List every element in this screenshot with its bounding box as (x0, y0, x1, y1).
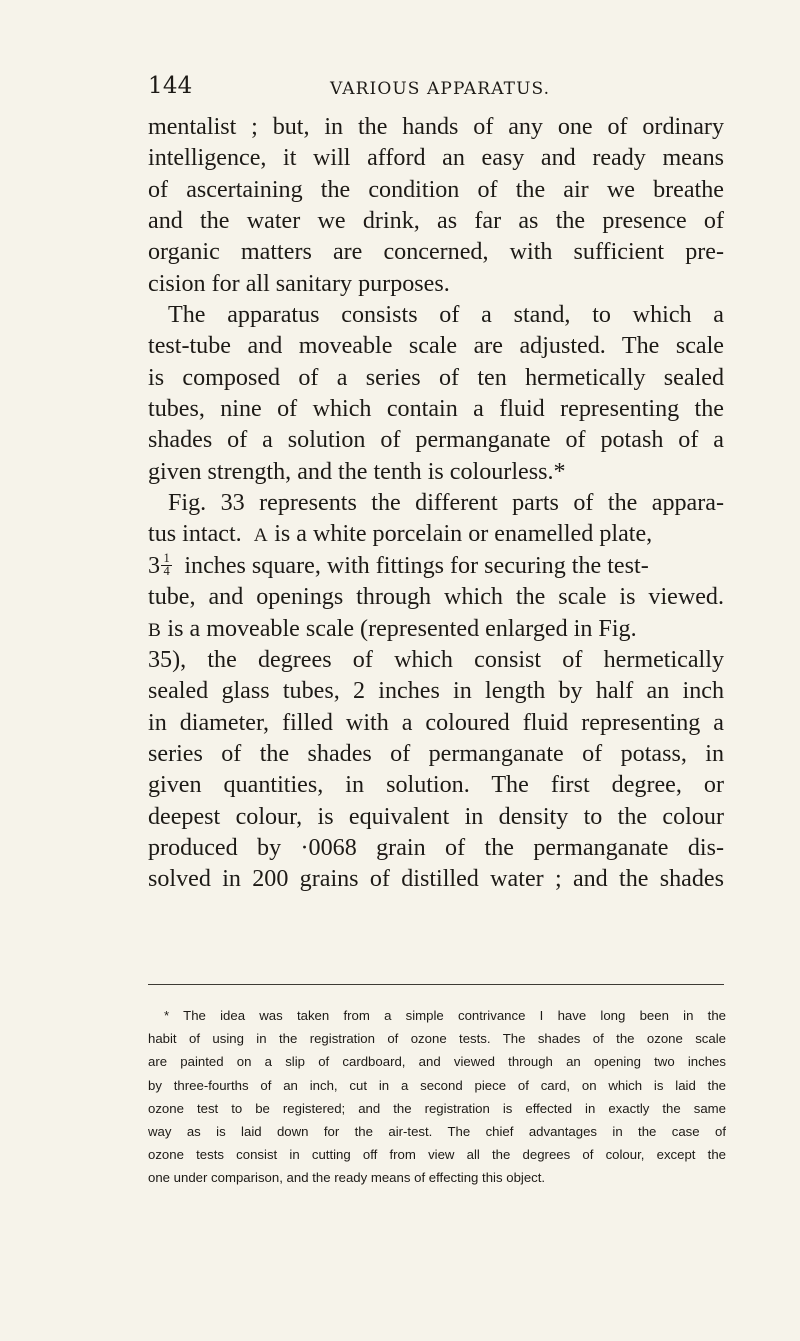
footnote-line: * The idea was taken from a simple contrivance I have long been in the (164, 1008, 726, 1023)
page-number: 144 (148, 73, 193, 99)
body-line: and the water we drink, as far as the presence of (148, 208, 724, 235)
footnote-line: by three-fourths of an inch, cut in a second piece of card, on which is laid the (148, 1077, 726, 1093)
footnote-line: one under comparison, and the ready means of effecting this object. (148, 1170, 546, 1186)
footnote-line: way as is laid down for the air-test. The chief advantages in the case of (148, 1123, 726, 1139)
body-line: produced by ·0068 grain of the permanganate dis- (148, 834, 724, 861)
fraction-numerator: 1 (161, 553, 172, 565)
body-line: tube, and openings through which the scale is viewed. (148, 584, 724, 611)
body-line: organic matters are concerned, with sufficient pre- (148, 239, 724, 266)
footnote-line: habit of using in the registration of ozone tests. The shades of the ozone scale (148, 1031, 726, 1047)
body-line: shades of a solution of permanganate of potash of a (148, 427, 724, 454)
body-line: tubes, nine of which contain a fluid representing the (148, 396, 724, 423)
body-line: 35), the degrees of which consist of hermetically (148, 646, 724, 673)
body-line: cision for all sanitary purposes. (148, 270, 450, 297)
body-line: deepest colour, is equivalent in density to the colour (148, 803, 724, 830)
body-line: in diameter, filled with a coloured fluid representing a (148, 709, 724, 736)
body-line-with-fraction (148, 551, 724, 582)
running-title: VARIOUS APPARATUS. (330, 79, 551, 99)
footnote-divider (148, 984, 724, 985)
body-line: test-tube and moveable scale are adjusted. The scale (148, 333, 724, 360)
body-text (148, 112, 724, 896)
body-line: given quantities, in solution. The first degree, or (148, 772, 724, 799)
line-text: tus intact. (148, 521, 242, 548)
measure-whole: 3 (148, 552, 161, 579)
body-line: sealed glass tubes, 2 inches in length by half an inch (148, 678, 724, 705)
body-line: of ascertaining the condition of the air we breathe (148, 176, 724, 203)
body-line: solved in 200 grains of distilled water ; and the shades (148, 866, 724, 893)
figure-letter-a: A (253, 525, 269, 547)
body-line: given strength, and the tenth is colourless.* (148, 458, 566, 485)
body-line: The apparatus consists of a stand, to which a (168, 302, 724, 329)
body-line-with-letter (148, 614, 724, 645)
line-text: is a moveable scale (represented enlarged in Fig. (167, 615, 637, 642)
fraction-denominator: 4 (163, 563, 170, 578)
body-line: mentalist ; but, in the hands of any one of ordinary (148, 114, 724, 140)
footnote-line: are painted on a slip of cardboard, and viewed through an opening two inches (148, 1054, 726, 1070)
body-line-with-letter (148, 519, 724, 550)
line-text-rest: is a white porcelain or enamelled plate, (274, 521, 653, 548)
body-line: Fig. 33 represents the different parts of the appara- (168, 490, 724, 517)
body-line: series of the shades of permanganate of potass, in (148, 740, 724, 767)
footnote-line: ozone test to be registered; and the registration is effected in exactly the same (148, 1100, 726, 1116)
body-line: is composed of a series of ten hermetically sealed (148, 364, 724, 391)
footnote (148, 1004, 726, 1190)
body-line: intelligence, it will afford an easy and ready means (148, 145, 724, 172)
footnote-line: ozone tests consist in cutting off from view all the degrees of colour, except the (148, 1147, 726, 1163)
line-text: inches square, with fittings for securing the test- (184, 552, 649, 579)
figure-letter-b: B (148, 619, 162, 641)
quarter-fraction (161, 553, 172, 577)
